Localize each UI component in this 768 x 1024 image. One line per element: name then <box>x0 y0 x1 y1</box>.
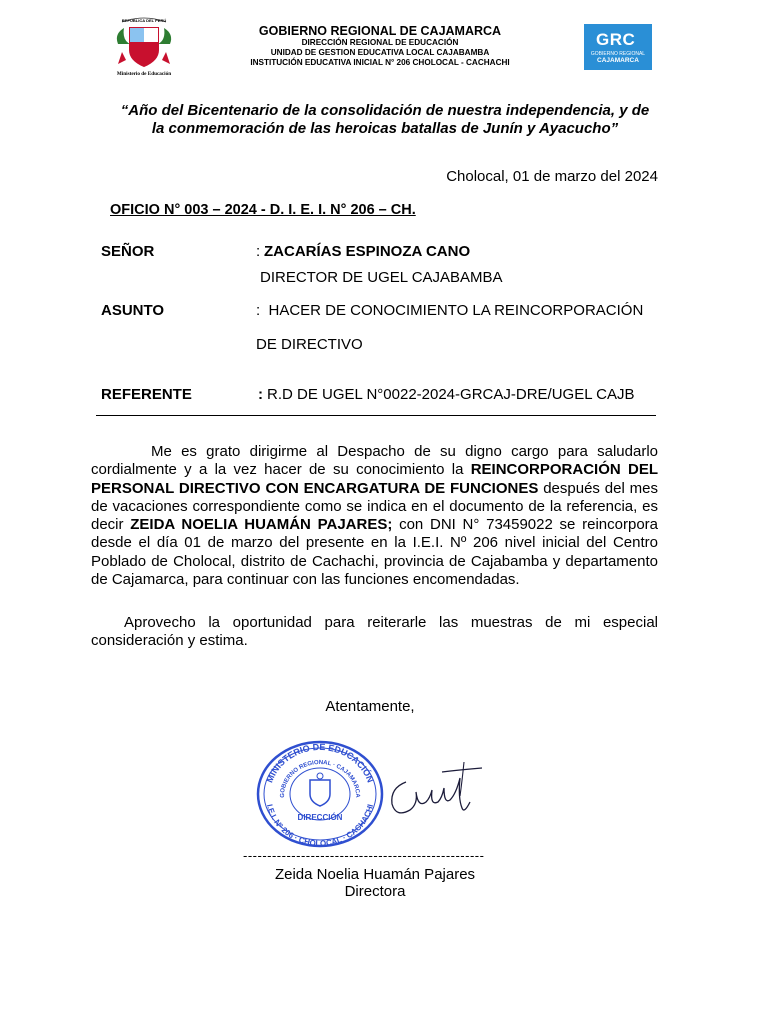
stamp-ring-mid: GOBIERNO REGIONAL · CAJAMARCA <box>279 759 361 798</box>
grc-small-text: GOBIERNO REGIONAL <box>590 51 646 57</box>
letterhead <box>200 24 560 68</box>
letterhead-title: GOBIERNO REGIONAL DE CAJAMARCA <box>258 24 502 38</box>
asunto-line-1: : HACER DE CONOCIMIENTO LA REINCORPORACIÓN <box>256 302 644 319</box>
senor-label: SEÑOR <box>101 243 155 260</box>
p1-text-a: Me es grato dirigirme al Despacho de su digno cargo para saludarlo cordialmente y a la vez hacer de su conocimiento la <box>91 443 658 479</box>
coat-of-arms-icon <box>108 14 180 78</box>
senor-colon: : <box>256 243 261 260</box>
letterhead-line-3: INSTITUCIÓN EDUCATIVA INICIAL N° 206 CHOLOCAL - CACHACHI <box>250 58 510 67</box>
recipient-name: ZACARÍAS ESPINOZA CANO <box>264 243 471 260</box>
asunto-label: ASUNTO <box>101 302 165 319</box>
p1-text-b: después del mes de vacaciones correspondiente como se indica en el documento de la referencia, es decir <box>91 479 658 534</box>
signature-line: -------------------------------------------------- <box>243 848 485 863</box>
recipient-position: DIRECTOR DE UGEL CAJABAMBA <box>260 269 503 286</box>
body-paragraph-2: Aprovecho la oportunidad para reiterarle las muestras de mi especial consideración y estima. <box>91 614 658 650</box>
p1-bold-name: ZEIDA NOELIA HUAMÁN PAJARES; <box>130 516 393 534</box>
letterhead-line-1: DIRECCIÓN REGIONAL DE EDUCACIÓN <box>301 38 459 47</box>
stamp-center: DIRECCIÓN <box>297 813 343 822</box>
referente-colon: : <box>258 386 263 403</box>
motto-line-1: “Año del Bicentenario de la consolidación de nuestra independencia, y de <box>120 102 650 119</box>
closing: Atentamente, <box>325 698 415 715</box>
grc-name: CAJAMARCA <box>597 57 639 64</box>
referente-label: REFERENTE <box>101 386 192 403</box>
oficio-number: OFICIO N° 003 – 2024 - D. I. E. I. N° 206 – CH. <box>110 202 416 218</box>
body-paragraph-1 <box>91 443 658 589</box>
signer-name: Zeida Noelia Huamán Pajares <box>274 866 476 883</box>
handwritten-signature <box>378 752 488 832</box>
stamp-ring-top: MINISTERIO DE EDUCACIÓN <box>264 741 376 784</box>
motto-line-2: la conmemoración de las heroicas batallas de Junín y Ayacucho” <box>151 120 619 137</box>
ministry-logo <box>108 14 180 78</box>
letterhead-line-2: UNIDAD DE GESTION EDUCATIVA LOCAL CAJABAMBA <box>270 48 490 57</box>
stamp-shield-icon <box>310 780 330 806</box>
signer-title: Directora <box>344 883 406 900</box>
logo-top-text: REPÚBLICA DEL PERÚ <box>121 18 167 23</box>
referente-value: R.D DE UGEL N°0022-2024-GRCAJ-DRE/UGEL CAJB <box>267 386 635 403</box>
stamp-ring-bottom: I.E.I. Nº 206 · CHOLOCAL · CACHACHI <box>264 803 376 849</box>
grc-abbr: GRC <box>596 30 636 49</box>
logo-caption: Ministerio de Educación <box>116 71 172 77</box>
year-motto <box>100 102 670 138</box>
p1-text-c: con DNI N° 73459022 se reincorpora desde el día 01 de marzo del presente en la I.E.I. Nº 206 nivel inicial del Centro Poblado de Cholocal, distrito de Cachachi, provincia de Cajabamba y departamento de Cajamarca, para continuar con las funciones encomendadas. <box>91 516 658 589</box>
divider <box>96 415 656 416</box>
asunto-line-2: DE DIRECTIVO <box>256 336 363 353</box>
official-stamp <box>252 738 388 850</box>
letter-date: Cholocal, 01 de marzo del 2024 <box>446 168 658 185</box>
svg-text:I.E.I. Nº 206 · CHOLOCAL · CAC <box>265 803 375 848</box>
grc-logo <box>584 24 652 70</box>
p1-bold-a: REINCORPORACIÓN DEL PERSONAL DIRECTIVO CON ENCARGATURA DE FUNCIONES <box>91 461 658 497</box>
